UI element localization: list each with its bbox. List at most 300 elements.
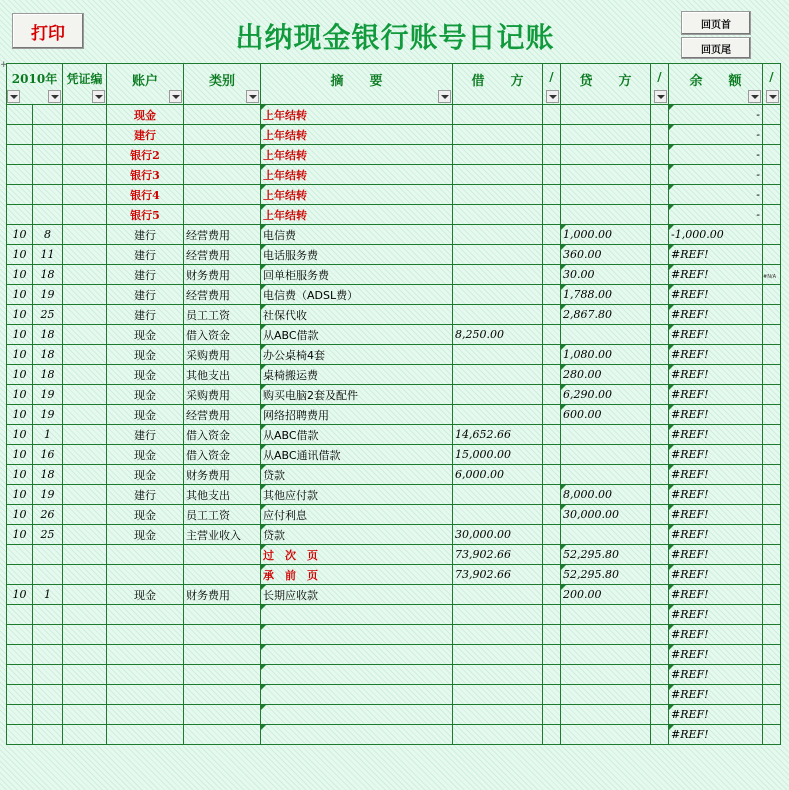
credit-cell[interactable]: 52,295.80 bbox=[561, 545, 651, 565]
debit-cell[interactable] bbox=[453, 685, 543, 705]
balance-cell[interactable]: - bbox=[669, 125, 763, 145]
voucher-cell[interactable] bbox=[63, 125, 107, 145]
credit-cell[interactable] bbox=[561, 625, 651, 645]
voucher-cell[interactable] bbox=[63, 425, 107, 445]
day-cell[interactable]: 1 bbox=[33, 585, 63, 605]
check2-cell[interactable] bbox=[651, 425, 669, 445]
balance-cell[interactable]: #REF! bbox=[669, 725, 763, 745]
balance-cell[interactable]: #REF! bbox=[669, 705, 763, 725]
balance-cell[interactable]: -1,000.00 bbox=[669, 225, 763, 245]
voucher-cell[interactable] bbox=[63, 625, 107, 645]
month-cell[interactable] bbox=[7, 705, 33, 725]
voucher-cell[interactable] bbox=[63, 325, 107, 345]
check1-cell[interactable] bbox=[543, 545, 561, 565]
check1-cell[interactable] bbox=[543, 165, 561, 185]
debit-cell[interactable] bbox=[453, 145, 543, 165]
check3-cell[interactable] bbox=[763, 445, 781, 465]
check3-cell[interactable] bbox=[763, 545, 781, 565]
summary-cell[interactable]: 从ABC借款 bbox=[261, 325, 453, 345]
credit-cell[interactable]: 600.00 bbox=[561, 405, 651, 425]
account-cell[interactable] bbox=[107, 645, 184, 665]
balance-cell[interactable]: #REF! bbox=[669, 465, 763, 485]
check1-cell[interactable] bbox=[543, 625, 561, 645]
summary-cell[interactable] bbox=[261, 705, 453, 725]
month-cell[interactable] bbox=[7, 645, 33, 665]
account-cell[interactable]: 现金 bbox=[107, 465, 184, 485]
debit-cell[interactable] bbox=[453, 365, 543, 385]
check2-cell[interactable] bbox=[651, 345, 669, 365]
voucher-cell[interactable] bbox=[63, 345, 107, 365]
balance-cell[interactable]: #REF! bbox=[669, 425, 763, 445]
filter-balance-dropdown[interactable] bbox=[748, 90, 761, 103]
day-cell[interactable]: 8 bbox=[33, 225, 63, 245]
account-cell[interactable]: 建行 bbox=[107, 285, 184, 305]
voucher-cell[interactable] bbox=[63, 305, 107, 325]
check3-cell[interactable] bbox=[763, 125, 781, 145]
debit-cell[interactable]: 8,250.00 bbox=[453, 325, 543, 345]
balance-cell[interactable]: - bbox=[669, 165, 763, 185]
check2-cell[interactable] bbox=[651, 265, 669, 285]
summary-cell[interactable]: 社保代收 bbox=[261, 305, 453, 325]
summary-cell[interactable]: 过 次 页 bbox=[261, 545, 453, 565]
month-cell[interactable]: 10 bbox=[7, 385, 33, 405]
voucher-cell[interactable] bbox=[63, 165, 107, 185]
voucher-cell[interactable] bbox=[63, 665, 107, 685]
check2-cell[interactable] bbox=[651, 165, 669, 185]
category-cell[interactable]: 其他支出 bbox=[184, 485, 261, 505]
account-cell[interactable]: 现金 bbox=[107, 405, 184, 425]
day-cell[interactable]: 19 bbox=[33, 485, 63, 505]
check2-cell[interactable] bbox=[651, 505, 669, 525]
credit-cell[interactable]: 1,000.00 bbox=[561, 225, 651, 245]
month-cell[interactable] bbox=[7, 605, 33, 625]
credit-cell[interactable]: 30,000.00 bbox=[561, 505, 651, 525]
category-cell[interactable] bbox=[184, 145, 261, 165]
category-cell[interactable]: 借入资金 bbox=[184, 445, 261, 465]
voucher-cell[interactable] bbox=[63, 505, 107, 525]
balance-cell[interactable]: #REF! bbox=[669, 605, 763, 625]
day-cell[interactable]: 19 bbox=[33, 285, 63, 305]
day-cell[interactable] bbox=[33, 725, 63, 745]
summary-cell[interactable] bbox=[261, 725, 453, 745]
balance-cell[interactable]: #REF! bbox=[669, 625, 763, 645]
day-cell[interactable]: 11 bbox=[33, 245, 63, 265]
check3-cell[interactable] bbox=[763, 285, 781, 305]
filter-check3-dropdown[interactable] bbox=[766, 90, 779, 103]
check3-cell[interactable] bbox=[763, 645, 781, 665]
voucher-cell[interactable] bbox=[63, 545, 107, 565]
voucher-cell[interactable] bbox=[63, 405, 107, 425]
check1-cell[interactable] bbox=[543, 465, 561, 485]
month-cell[interactable] bbox=[7, 185, 33, 205]
account-cell[interactable]: 银行2 bbox=[107, 145, 184, 165]
balance-cell[interactable]: #REF! bbox=[669, 265, 763, 285]
account-cell[interactable]: 建行 bbox=[107, 225, 184, 245]
voucher-cell[interactable] bbox=[63, 265, 107, 285]
check3-cell[interactable] bbox=[763, 465, 781, 485]
month-cell[interactable]: 10 bbox=[7, 425, 33, 445]
account-cell[interactable] bbox=[107, 685, 184, 705]
summary-cell[interactable]: 办公桌椅4套 bbox=[261, 345, 453, 365]
category-cell[interactable] bbox=[184, 165, 261, 185]
debit-cell[interactable] bbox=[453, 705, 543, 725]
check1-cell[interactable] bbox=[543, 405, 561, 425]
voucher-cell[interactable] bbox=[63, 445, 107, 465]
account-cell[interactable]: 现金 bbox=[107, 385, 184, 405]
debit-cell[interactable] bbox=[453, 185, 543, 205]
debit-cell[interactable] bbox=[453, 725, 543, 745]
check2-cell[interactable] bbox=[651, 465, 669, 485]
credit-cell[interactable] bbox=[561, 705, 651, 725]
summary-cell[interactable]: 上年结转 bbox=[261, 105, 453, 125]
category-cell[interactable]: 经营费用 bbox=[184, 245, 261, 265]
check2-cell[interactable] bbox=[651, 625, 669, 645]
category-cell[interactable] bbox=[184, 625, 261, 645]
balance-cell[interactable]: #REF! bbox=[669, 485, 763, 505]
day-cell[interactable]: 18 bbox=[33, 325, 63, 345]
voucher-cell[interactable] bbox=[63, 585, 107, 605]
credit-cell[interactable]: 2,867.80 bbox=[561, 305, 651, 325]
month-cell[interactable]: 10 bbox=[7, 485, 33, 505]
category-cell[interactable]: 借入资金 bbox=[184, 425, 261, 445]
day-cell[interactable]: 26 bbox=[33, 505, 63, 525]
credit-cell[interactable] bbox=[561, 125, 651, 145]
account-cell[interactable]: 现金 bbox=[107, 105, 184, 125]
account-cell[interactable]: 现金 bbox=[107, 445, 184, 465]
credit-cell[interactable] bbox=[561, 605, 651, 625]
check3-cell[interactable] bbox=[763, 245, 781, 265]
month-cell[interactable]: 10 bbox=[7, 505, 33, 525]
check1-cell[interactable] bbox=[543, 105, 561, 125]
check2-cell[interactable] bbox=[651, 685, 669, 705]
check1-cell[interactable] bbox=[543, 485, 561, 505]
check3-cell[interactable] bbox=[763, 165, 781, 185]
check2-cell[interactable] bbox=[651, 305, 669, 325]
month-cell[interactable]: 10 bbox=[7, 585, 33, 605]
month-cell[interactable] bbox=[7, 685, 33, 705]
category-cell[interactable]: 借入资金 bbox=[184, 325, 261, 345]
check2-cell[interactable] bbox=[651, 225, 669, 245]
voucher-cell[interactable] bbox=[63, 605, 107, 625]
check2-cell[interactable] bbox=[651, 565, 669, 585]
check3-cell[interactable] bbox=[763, 565, 781, 585]
account-cell[interactable]: 建行 bbox=[107, 125, 184, 145]
category-cell[interactable] bbox=[184, 105, 261, 125]
credit-cell[interactable] bbox=[561, 645, 651, 665]
credit-cell[interactable]: 30.00 bbox=[561, 265, 651, 285]
category-cell[interactable] bbox=[184, 545, 261, 565]
day-cell[interactable] bbox=[33, 125, 63, 145]
voucher-cell[interactable] bbox=[63, 465, 107, 485]
day-cell[interactable] bbox=[33, 665, 63, 685]
check1-cell[interactable] bbox=[543, 565, 561, 585]
check2-cell[interactable] bbox=[651, 125, 669, 145]
credit-cell[interactable] bbox=[561, 185, 651, 205]
voucher-cell[interactable] bbox=[63, 145, 107, 165]
month-cell[interactable] bbox=[7, 545, 33, 565]
day-cell[interactable] bbox=[33, 205, 63, 225]
debit-cell[interactable] bbox=[453, 665, 543, 685]
category-cell[interactable]: 财务费用 bbox=[184, 465, 261, 485]
check1-cell[interactable] bbox=[543, 305, 561, 325]
day-cell[interactable]: 19 bbox=[33, 405, 63, 425]
summary-cell[interactable]: 电话服务费 bbox=[261, 245, 453, 265]
voucher-cell[interactable] bbox=[63, 645, 107, 665]
credit-cell[interactable]: 6,290.00 bbox=[561, 385, 651, 405]
account-cell[interactable]: 现金 bbox=[107, 505, 184, 525]
balance-cell[interactable]: #REF! bbox=[669, 325, 763, 345]
category-cell[interactable]: 财务费用 bbox=[184, 265, 261, 285]
credit-cell[interactable] bbox=[561, 165, 651, 185]
check1-cell[interactable] bbox=[543, 385, 561, 405]
category-cell[interactable]: 经营费用 bbox=[184, 285, 261, 305]
month-cell[interactable]: 10 bbox=[7, 365, 33, 385]
voucher-cell[interactable] bbox=[63, 285, 107, 305]
month-cell[interactable]: 10 bbox=[7, 525, 33, 545]
category-cell[interactable] bbox=[184, 205, 261, 225]
check3-cell[interactable] bbox=[763, 665, 781, 685]
month-cell[interactable]: 10 bbox=[7, 465, 33, 485]
voucher-cell[interactable] bbox=[63, 105, 107, 125]
summary-cell[interactable] bbox=[261, 685, 453, 705]
account-cell[interactable]: 建行 bbox=[107, 265, 184, 285]
month-cell[interactable]: 10 bbox=[7, 405, 33, 425]
voucher-cell[interactable] bbox=[63, 385, 107, 405]
check2-cell[interactable] bbox=[651, 285, 669, 305]
day-cell[interactable] bbox=[33, 605, 63, 625]
credit-cell[interactable] bbox=[561, 525, 651, 545]
summary-cell[interactable]: 上年结转 bbox=[261, 185, 453, 205]
month-cell[interactable]: 10 bbox=[7, 245, 33, 265]
check3-cell[interactable] bbox=[763, 325, 781, 345]
account-cell[interactable]: 建行 bbox=[107, 245, 184, 265]
debit-cell[interactable] bbox=[453, 225, 543, 245]
category-cell[interactable] bbox=[184, 685, 261, 705]
month-cell[interactable]: 10 bbox=[7, 225, 33, 245]
check3-cell[interactable] bbox=[763, 525, 781, 545]
balance-cell[interactable]: #REF! bbox=[669, 365, 763, 385]
print-button[interactable]: 打印 bbox=[12, 13, 84, 49]
account-cell[interactable]: 银行5 bbox=[107, 205, 184, 225]
category-cell[interactable] bbox=[184, 665, 261, 685]
check1-cell[interactable] bbox=[543, 185, 561, 205]
debit-cell[interactable] bbox=[453, 105, 543, 125]
filter-voucher-dropdown[interactable] bbox=[92, 90, 105, 103]
check3-cell[interactable] bbox=[763, 345, 781, 365]
debit-cell[interactable]: 6,000.00 bbox=[453, 465, 543, 485]
voucher-cell[interactable] bbox=[63, 485, 107, 505]
check2-cell[interactable] bbox=[651, 325, 669, 345]
day-cell[interactable] bbox=[33, 625, 63, 645]
balance-cell[interactable]: - bbox=[669, 205, 763, 225]
check2-cell[interactable] bbox=[651, 245, 669, 265]
check1-cell[interactable] bbox=[543, 725, 561, 745]
credit-cell[interactable]: 1,788.00 bbox=[561, 285, 651, 305]
summary-cell[interactable]: 桌椅搬运费 bbox=[261, 365, 453, 385]
month-cell[interactable] bbox=[7, 145, 33, 165]
account-cell[interactable]: 银行3 bbox=[107, 165, 184, 185]
category-cell[interactable] bbox=[184, 125, 261, 145]
balance-cell[interactable]: #REF! bbox=[669, 505, 763, 525]
summary-cell[interactable]: 回单柜服务费 bbox=[261, 265, 453, 285]
day-cell[interactable]: 18 bbox=[33, 265, 63, 285]
check1-cell[interactable] bbox=[543, 505, 561, 525]
check3-cell[interactable] bbox=[763, 505, 781, 525]
summary-cell[interactable]: 贷款 bbox=[261, 465, 453, 485]
check3-cell[interactable] bbox=[763, 105, 781, 125]
check2-cell[interactable] bbox=[651, 445, 669, 465]
account-cell[interactable] bbox=[107, 545, 184, 565]
account-cell[interactable]: 现金 bbox=[107, 585, 184, 605]
balance-cell[interactable]: #REF! bbox=[669, 545, 763, 565]
credit-cell[interactable]: 360.00 bbox=[561, 245, 651, 265]
check2-cell[interactable] bbox=[651, 605, 669, 625]
summary-cell[interactable] bbox=[261, 665, 453, 685]
summary-cell[interactable] bbox=[261, 625, 453, 645]
account-cell[interactable] bbox=[107, 705, 184, 725]
check1-cell[interactable] bbox=[543, 265, 561, 285]
summary-cell[interactable]: 购买电脑2套及配件 bbox=[261, 385, 453, 405]
filter-account-dropdown[interactable] bbox=[169, 90, 182, 103]
check3-cell[interactable] bbox=[763, 185, 781, 205]
balance-cell[interactable]: - bbox=[669, 145, 763, 165]
check2-cell[interactable] bbox=[651, 185, 669, 205]
summary-cell[interactable]: 上年结转 bbox=[261, 125, 453, 145]
check1-cell[interactable] bbox=[543, 325, 561, 345]
debit-cell[interactable] bbox=[453, 245, 543, 265]
category-cell[interactable]: 主营业收入 bbox=[184, 525, 261, 545]
debit-cell[interactable] bbox=[453, 205, 543, 225]
debit-cell[interactable]: 30,000.00 bbox=[453, 525, 543, 545]
day-cell[interactable]: 25 bbox=[33, 305, 63, 325]
account-cell[interactable] bbox=[107, 605, 184, 625]
account-cell[interactable] bbox=[107, 565, 184, 585]
credit-cell[interactable]: 280.00 bbox=[561, 365, 651, 385]
day-cell[interactable]: 16 bbox=[33, 445, 63, 465]
day-cell[interactable]: 25 bbox=[33, 525, 63, 545]
voucher-cell[interactable] bbox=[63, 725, 107, 745]
voucher-cell[interactable] bbox=[63, 205, 107, 225]
category-cell[interactable] bbox=[184, 605, 261, 625]
month-cell[interactable] bbox=[7, 665, 33, 685]
month-cell[interactable]: 10 bbox=[7, 305, 33, 325]
credit-cell[interactable]: 52,295.80 bbox=[561, 565, 651, 585]
credit-cell[interactable] bbox=[561, 465, 651, 485]
day-cell[interactable]: 19 bbox=[33, 385, 63, 405]
balance-cell[interactable]: - bbox=[669, 105, 763, 125]
check1-cell[interactable] bbox=[543, 425, 561, 445]
summary-cell[interactable]: 承 前 页 bbox=[261, 565, 453, 585]
day-cell[interactable] bbox=[33, 105, 63, 125]
go-to-bottom-button[interactable]: 回页尾 bbox=[681, 37, 751, 59]
account-cell[interactable]: 建行 bbox=[107, 485, 184, 505]
debit-cell[interactable] bbox=[453, 625, 543, 645]
debit-cell[interactable] bbox=[453, 505, 543, 525]
month-cell[interactable]: 10 bbox=[7, 345, 33, 365]
balance-cell[interactable]: #REF! bbox=[669, 305, 763, 325]
check3-cell[interactable] bbox=[763, 145, 781, 165]
check3-cell[interactable] bbox=[763, 385, 781, 405]
voucher-cell[interactable] bbox=[63, 525, 107, 545]
check2-cell[interactable] bbox=[651, 105, 669, 125]
credit-cell[interactable]: 8,000.00 bbox=[561, 485, 651, 505]
category-cell[interactable]: 其他支出 bbox=[184, 365, 261, 385]
check1-cell[interactable] bbox=[543, 145, 561, 165]
day-cell[interactable]: 18 bbox=[33, 465, 63, 485]
summary-cell[interactable]: 上年结转 bbox=[261, 145, 453, 165]
month-cell[interactable] bbox=[7, 565, 33, 585]
credit-cell[interactable] bbox=[561, 445, 651, 465]
credit-cell[interactable] bbox=[561, 425, 651, 445]
check1-cell[interactable] bbox=[543, 125, 561, 145]
month-cell[interactable]: 10 bbox=[7, 265, 33, 285]
summary-cell[interactable] bbox=[261, 605, 453, 625]
check1-cell[interactable] bbox=[543, 665, 561, 685]
balance-cell[interactable]: #REF! bbox=[669, 665, 763, 685]
debit-cell[interactable] bbox=[453, 485, 543, 505]
check1-cell[interactable] bbox=[543, 525, 561, 545]
credit-cell[interactable] bbox=[561, 205, 651, 225]
day-cell[interactable] bbox=[33, 545, 63, 565]
check1-cell[interactable] bbox=[543, 605, 561, 625]
summary-cell[interactable]: 其他应付款 bbox=[261, 485, 453, 505]
account-cell[interactable] bbox=[107, 725, 184, 745]
balance-cell[interactable]: #REF! bbox=[669, 565, 763, 585]
credit-cell[interactable] bbox=[561, 105, 651, 125]
account-cell[interactable]: 银行4 bbox=[107, 185, 184, 205]
check1-cell[interactable] bbox=[543, 645, 561, 665]
voucher-cell[interactable] bbox=[63, 705, 107, 725]
check3-cell[interactable] bbox=[763, 425, 781, 445]
debit-cell[interactable] bbox=[453, 165, 543, 185]
check3-cell[interactable] bbox=[763, 685, 781, 705]
summary-cell[interactable]: 长期应收款 bbox=[261, 585, 453, 605]
check1-cell[interactable] bbox=[543, 345, 561, 365]
balance-cell[interactable]: #REF! bbox=[669, 585, 763, 605]
check3-cell[interactable] bbox=[763, 625, 781, 645]
debit-cell[interactable] bbox=[453, 605, 543, 625]
summary-cell[interactable]: 上年结转 bbox=[261, 165, 453, 185]
category-cell[interactable]: 财务费用 bbox=[184, 585, 261, 605]
check1-cell[interactable] bbox=[543, 685, 561, 705]
check2-cell[interactable] bbox=[651, 645, 669, 665]
check1-cell[interactable] bbox=[543, 445, 561, 465]
credit-cell[interactable] bbox=[561, 725, 651, 745]
check3-cell[interactable] bbox=[763, 365, 781, 385]
check2-cell[interactable] bbox=[651, 585, 669, 605]
balance-cell[interactable]: #REF! bbox=[669, 685, 763, 705]
check1-cell[interactable] bbox=[543, 205, 561, 225]
check1-cell[interactable] bbox=[543, 225, 561, 245]
check3-cell[interactable] bbox=[763, 225, 781, 245]
credit-cell[interactable] bbox=[561, 325, 651, 345]
month-cell[interactable]: 10 bbox=[7, 445, 33, 465]
summary-cell[interactable]: 上年结转 bbox=[261, 205, 453, 225]
check2-cell[interactable] bbox=[651, 405, 669, 425]
voucher-cell[interactable] bbox=[63, 565, 107, 585]
check3-cell[interactable] bbox=[763, 485, 781, 505]
category-cell[interactable]: 员工工资 bbox=[184, 305, 261, 325]
day-cell[interactable] bbox=[33, 685, 63, 705]
check2-cell[interactable] bbox=[651, 485, 669, 505]
balance-cell[interactable]: #REF! bbox=[669, 345, 763, 365]
summary-cell[interactable]: 网络招聘费用 bbox=[261, 405, 453, 425]
debit-cell[interactable]: 73,902.66 bbox=[453, 545, 543, 565]
debit-cell[interactable] bbox=[453, 405, 543, 425]
debit-cell[interactable]: 14,652.66 bbox=[453, 425, 543, 445]
summary-cell[interactable]: 从ABC通讯借款 bbox=[261, 445, 453, 465]
go-to-top-button[interactable]: 回页首 bbox=[681, 11, 751, 35]
